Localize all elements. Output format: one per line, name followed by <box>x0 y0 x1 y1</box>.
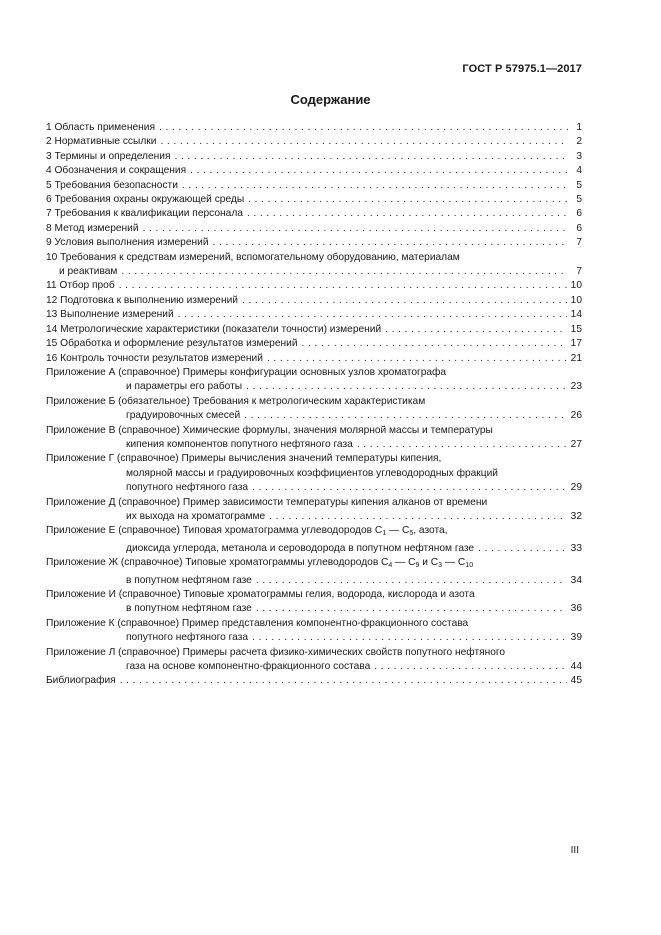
leader-dots <box>246 380 567 394</box>
leader-dots <box>267 352 567 366</box>
leader-dots <box>160 135 568 149</box>
toc-entry-text: 7 Требования к квалификации персонала <box>46 208 243 220</box>
toc-entry-appendix-k[interactable] <box>46 617 582 646</box>
toc-page-number: 27 <box>570 438 582 450</box>
toc-entry-text-cont: и параметры его работы <box>126 381 243 393</box>
toc-entry-text: 10 Требования к средствам измерений, вспомогательному оборудованию, материалам <box>46 251 460 263</box>
toc-entry-text: 2 Нормативные ссылки <box>46 136 157 148</box>
toc-page-number: 21 <box>570 352 582 364</box>
toc-page-number: 29 <box>570 482 582 494</box>
leader-dots <box>374 660 566 674</box>
leader-dots <box>182 179 568 193</box>
toc-entry-8[interactable] <box>46 222 582 236</box>
toc-page-number: 2 <box>576 136 582 148</box>
toc-page-number: 44 <box>570 661 582 673</box>
toc-page-number: 1 <box>576 122 582 133</box>
toc-entry-text: Приложение Ж (справочное) Типовые хроматограммы углеводородов $С_4$ — $С_9$ и $С_3$ — $С_{10}$ <box>46 557 474 570</box>
leader-dots <box>190 164 568 178</box>
leader-dots <box>242 294 567 308</box>
leader-dots <box>178 308 567 322</box>
toc-entry-text-cont: молярной массы и градуировочных коэффициентов углеводородных фракций <box>126 467 498 479</box>
toc-entry-text: Приложение К (справочное) Пример представления компонентно-фракционного состава <box>46 617 469 629</box>
toc-page-number: 6 <box>576 208 582 220</box>
toc-entry-text-cont: диоксида углерода, метанола и сероводорода в попутном нефтяном газе <box>126 542 475 554</box>
leader-dots <box>159 121 568 135</box>
toc-entry-15[interactable] <box>46 337 582 351</box>
toc-entry-text: Приложение Е (справочное) Типовая хроматограмма углеводородов $С_1$ — $С_5$, азота, <box>46 525 448 538</box>
leader-dots <box>174 150 568 164</box>
leader-dots <box>248 193 568 207</box>
leader-dots <box>269 510 567 524</box>
leader-dots <box>121 265 568 279</box>
toc-entry-text-cont: кипения компонентов попутного нефтяного газа <box>126 438 353 450</box>
toc-entry-2[interactable] <box>46 135 582 149</box>
leader-dots <box>143 222 568 236</box>
leader-dots <box>119 279 567 293</box>
toc-entry-text: 12 Подготовка к выполнению измерений <box>46 294 238 306</box>
toc-page-number: 23 <box>570 381 582 393</box>
toc-entry-4[interactable] <box>46 164 582 178</box>
toc-entry-appendix-i[interactable] <box>46 588 582 617</box>
leader-dots <box>252 481 567 495</box>
leader-dots <box>256 574 567 588</box>
toc-entry-text-cont: и реактивам <box>59 266 118 278</box>
leader-dots <box>252 631 567 645</box>
toc-entry-text: 1 Область применения <box>46 122 155 133</box>
toc-entry-bibliography[interactable] <box>46 674 582 688</box>
toc-entry-text: Приложение А (справочное) Примеры конфигурации основных узлов хроматографа <box>46 366 447 378</box>
toc-entry-appendix-d[interactable] <box>46 496 582 525</box>
toc-page-number: 5 <box>576 194 582 206</box>
toc-entry-appendix-a[interactable] <box>46 366 582 395</box>
toc-entry-text-cont: попутного нефтяного газа <box>126 632 249 644</box>
toc-page-number: 6 <box>576 222 582 234</box>
toc-entry-text: Приложение Л (справочное) Примеры расчета физико-химических свойств попутного нефтяного <box>46 646 506 658</box>
toc-page-number: 10 <box>570 280 582 292</box>
toc-entry-appendix-v[interactable] <box>46 424 582 453</box>
toc-entry-13[interactable] <box>46 308 582 322</box>
leader-dots <box>120 674 567 688</box>
toc-entry-text: Библиография <box>46 675 116 687</box>
toc-entry-16[interactable] <box>46 352 582 366</box>
document-code: ГОСТ Р 57975.1—2017 <box>462 63 582 75</box>
toc-entry-3[interactable] <box>46 150 582 164</box>
toc-page-number: 33 <box>570 542 582 554</box>
leader-dots <box>385 323 567 337</box>
toc-page-number: 15 <box>570 323 582 335</box>
leader-dots <box>247 207 568 221</box>
toc-entry-text: 16 Контроль точности результатов измерений <box>46 352 263 364</box>
toc-entry-text: 5 Требования безопасности <box>46 179 178 191</box>
toc-page-number: 7 <box>576 237 582 249</box>
toc-entry-appendix-g[interactable] <box>46 452 582 495</box>
toc-entry-11[interactable] <box>46 279 582 293</box>
toc-entry-text: 13 Выполнение измерений <box>46 309 174 321</box>
toc-entry-text-cont: их выхода на хроматограмме <box>126 510 266 522</box>
toc-entry-text: 15 Обработка и оформление результатов измерений <box>46 338 298 350</box>
toc-page-number: 7 <box>576 266 582 278</box>
toc-page-number: 45 <box>570 675 582 687</box>
toc-entry-6[interactable] <box>46 193 582 207</box>
toc-entry-7[interactable] <box>46 207 582 221</box>
page-number: III <box>570 845 579 856</box>
toc-entry-text: Приложение И (справочное) Типовые хроматограммы гелия, водорода, кислорода и азота <box>46 589 475 600</box>
toc-entry-text: Приложение Б (обязательное) Требования к метрологическим характеристикам <box>46 395 426 407</box>
toc-page-number: 14 <box>570 309 582 321</box>
toc-entry-text-cont: в попутном нефтяном газе <box>126 603 252 615</box>
toc-page-number: 39 <box>570 632 582 644</box>
toc-entry-text: 6 Требования охраны окружающей среды <box>46 194 245 206</box>
toc-entry-appendix-zh[interactable] <box>46 556 582 588</box>
toc-entry-appendix-b[interactable] <box>46 395 582 424</box>
toc-entry-text: Приложение В (справочное) Химические формулы, значения молярной массы и температуры <box>46 424 493 436</box>
toc-page-number: 36 <box>570 603 582 615</box>
toc-page-number: 32 <box>570 510 582 522</box>
toc-page-number: 34 <box>570 574 582 586</box>
toc-page-number: 26 <box>570 410 582 422</box>
toc-entry-text: 8 Метод измерений <box>46 222 139 234</box>
table-of-contents <box>46 121 582 689</box>
toc-page-number: 4 <box>576 165 582 177</box>
toc-page-number: 10 <box>570 294 582 306</box>
toc-entry-text: 11 Отбор проб <box>46 280 115 292</box>
toc-page-number: 3 <box>576 150 582 162</box>
toc-entry-text-cont: градуировочных смесей <box>126 410 241 422</box>
toc-entry-text: Приложение Г (справочное) Примеры вычисления значений температуры кипения, <box>46 453 442 465</box>
toc-page-number: 17 <box>570 338 582 350</box>
leader-dots <box>302 337 567 351</box>
toc-entry-text: 9 Условия выполнения измерений <box>46 237 209 249</box>
toc-entry-text: 4 Обозначения и сокращения <box>46 165 187 177</box>
leader-dots <box>357 438 567 452</box>
toc-page-number: 5 <box>576 179 582 191</box>
toc-entry-text-cont: в попутном нефтяном газе <box>126 574 252 586</box>
toc-entry-14[interactable] <box>46 323 582 337</box>
leader-dots <box>256 602 567 616</box>
toc-entry-text: 14 Метрологические характеристики (показатели точности) измерений <box>46 323 382 335</box>
page-title: Содержание <box>290 92 371 107</box>
toc-entry-appendix-e[interactable] <box>46 524 582 556</box>
toc-entry-text-cont: газа на основе компонентно-фракционного состава <box>126 661 371 673</box>
toc-entry-text: Приложение Д (справочное) Пример зависимости температуры кипения алканов от времени <box>46 496 488 508</box>
toc-entry-text: 3 Термины и определения <box>46 150 171 162</box>
toc-entry-5[interactable] <box>46 179 582 193</box>
toc-entry-9[interactable] <box>46 236 582 250</box>
toc-entry-appendix-l[interactable] <box>46 646 582 675</box>
leader-dots <box>244 409 566 423</box>
leader-dots <box>478 542 567 556</box>
toc-entry-12[interactable] <box>46 294 582 308</box>
toc-entry-text-cont: попутного нефтяного газа <box>126 482 249 494</box>
toc-entry-1[interactable] <box>46 121 582 135</box>
toc-entry-10[interactable] <box>46 251 582 280</box>
leader-dots <box>213 236 568 250</box>
